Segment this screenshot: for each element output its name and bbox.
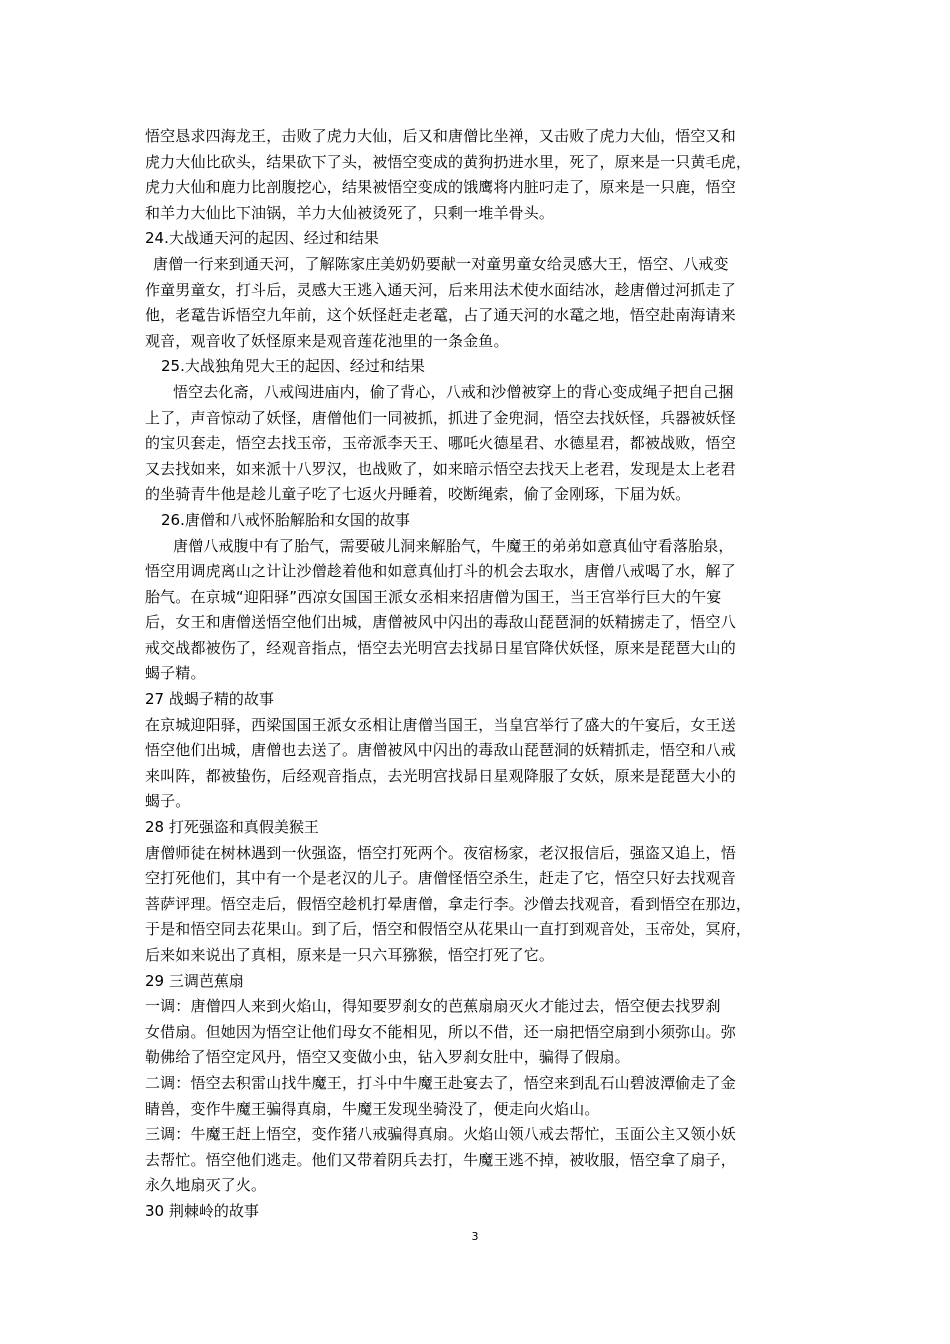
text-line: 悟空恳求四海龙王，击败了虎力大仙，后又和唐僧比坐禅，又击败了虎力大仙，悟空又和: [145, 127, 736, 145]
text-line: 唐僧一行来到通天河，了解陈家庄美奶奶要献一对童男童女给灵感大王，悟空、八戒变: [153, 254, 729, 273]
section-heading-28: 28 打死强盗和真假美猴王: [145, 818, 319, 837]
text-line: 来叫阵，都被蛰伤，后经观音指点，去光明宫找昴日星观降服了女妖，原来是琵琶大小的: [145, 766, 736, 785]
paragraph-24: [145, 252, 805, 354]
text-line: 蝎子。: [145, 792, 191, 811]
text-line: 和羊力大仙比下油锅，羊力大仙被烫死了，只剩一堆羊骨头。: [145, 203, 555, 222]
text-line: 悟空他们出城，唐僧也去送了。唐僧被风中闪出的毒敌山琵琶洞的妖精抓走，悟空和八戒: [145, 741, 736, 760]
page-body: [145, 124, 805, 1225]
section-heading-24: 24.大战通天河的起因、经过和结果: [145, 229, 379, 248]
section-heading-29: 29 三调芭蕉扇: [145, 971, 244, 990]
text-line: 菩萨评理。悟空走后，假悟空趁机打晕唐僧，拿走行李。沙僧去找观音，看到悟空在那边，: [145, 894, 752, 913]
text-line: 又去找如来，如来派十八罗汉，也战败了，如来暗示悟空去找天上老君，发现是太上老君: [145, 459, 736, 478]
text-line: 戒交战都被伤了，经观音指点，悟空去光明宫去找昴日星官降伏妖怪，原来是琵琶大山的: [145, 638, 736, 657]
text-line: 三调：牛魔王赶上悟空，变作猪八戒骗得真扇。火焰山领八戒去帮忙，玉面公主又领小妖: [145, 1125, 736, 1144]
text-line: 后来如来说出了真相，原来是一只六耳猕猴，悟空打死了它。: [145, 946, 555, 964]
text-line: 在京城迎阳驿，西梁国国王派女丞相让唐僧当国王，当皇宫举行了盛大的午宴后，女王送: [145, 715, 736, 734]
text-line: 观音，观音收了妖怪原来是观音莲花池里的一条金鱼。: [145, 331, 509, 350]
text-line: 女借扇。但她因为悟空让他们母女不能相见，所以不借，还一扇把悟空扇到小须弥山。弥: [145, 1022, 736, 1041]
text-line: 的坐骑青牛他是趁儿童子吃了七返火丹睡着，咬断绳索，偷了金刚琢，下届为妖。: [145, 485, 691, 504]
text-line: 蝎子精。: [145, 664, 206, 683]
text-line: 悟空用调虎离山之计让沙僧趁着他和如意真仙打斗的机会去取水，唐僧八戒喝了水，解了: [145, 562, 736, 581]
text-line: 永久地扇灭了火。: [145, 1176, 267, 1195]
text-line: 的宝贝套走，悟空去找玉帝，玉帝派李天王、哪吒火德星君、水德星君，都被战败，悟空: [145, 434, 736, 453]
section-heading-30: 30 荆棘岭的故事: [145, 1201, 259, 1220]
section-heading-25: 25.大战独角兕大王的起因、经过和结果: [161, 357, 425, 376]
text-line: 二调：悟空去积雷山找牛魔王，打斗中牛魔王赴宴去了，悟空来到乱石山碧波潭偷走了金: [145, 1073, 736, 1092]
text-line: 悟空去化斋，八戒闯进庙内，偷了背心，八戒和沙僧被穿上的背心变成绳子把自己捆: [173, 382, 734, 401]
text-line: 去帮忙。悟空他们逃走。他们又带着阴兵去打，牛魔王逃不掉，被收服，悟空拿了扇子，: [145, 1150, 736, 1169]
text-line: 虎力大仙比砍头，结果砍下了头，被悟空变成的黄狗扔进水里，死了，原来是一只黄毛虎，: [145, 152, 752, 171]
text-line: 虎力大仙和鹿力比剖腹挖心，结果被悟空变成的饿鹰将内脏叼走了，原来是一只鹿，悟空: [145, 178, 736, 197]
text-line: 一调：唐僧四人来到火焰山，得知要罗刹女的芭蕉扇扇灭火才能过去，悟空便去找罗刹: [145, 997, 721, 1016]
text-line: 勒佛给了悟空定风丹，悟空又变做小虫，钻入罗刹女肚中，骗得了假扇。: [145, 1048, 630, 1067]
text-line: 上了，声音惊动了妖怪，唐僧他们一同被抓，抓进了金兜洞，悟空去找妖怪，兵器被妖怪: [145, 408, 736, 427]
text-line: 他，老鼋告诉悟空九年前，这个妖怪赶走老鼋，占了通天河的水鼋之地，悟空赴南海请来: [145, 306, 736, 325]
text-line: 唐僧师徒在树林遇到一伙强盗，悟空打死两个。夜宿杨家，老汉报信后，强盗又追上，悟: [145, 843, 736, 862]
text-line: 睛兽，变作牛魔王骗得真扇，牛魔王发现坐骑没了，便走向火焰山。: [145, 1099, 600, 1118]
text-line: 空打死他们，其中有一个是老汉的儿子。唐僧怪悟空杀生，赶走了它，悟空只好去找观音: [145, 869, 736, 888]
text-line: 唐僧八戒腹中有了胎气，需要破儿洞来解胎气，牛魔王的弟弟如意真仙守看落胎泉，: [173, 536, 734, 555]
paragraph-26: [145, 534, 805, 688]
page-number: 3: [471, 1230, 479, 1243]
text-line: 作童男童女，打斗后，灵感大王逃入通天河，后来用法术使水面结冰，趁唐僧过河抓走了: [145, 280, 736, 299]
section-heading-26: 26.唐僧和八戒怀胎解胎和女国的故事: [161, 510, 410, 529]
text-line: 胎气。在京城“迎阳驿”西凉女国国王派女丞相来招唐僧为国王，当王宫举行巨大的午宴: [145, 587, 722, 606]
text-line: 于是和悟空同去花果山。到了后，悟空和假悟空从花果山一直打到观音处，玉帝处，冥府，: [145, 920, 752, 939]
paragraph-25: [145, 380, 805, 508]
paragraph-27: [145, 713, 805, 815]
paragraph-tiger-deer-goat: [145, 124, 805, 226]
paragraph-29: [145, 994, 805, 1199]
paragraph-28: [145, 841, 805, 969]
text-line: 后，女王和唐僧送悟空他们出城，唐僧被风中闪出的毒敌山琵琶洞的妖精掳走了，悟空八: [145, 613, 736, 632]
section-heading-27: 27 战蝎子精的故事: [145, 690, 274, 709]
